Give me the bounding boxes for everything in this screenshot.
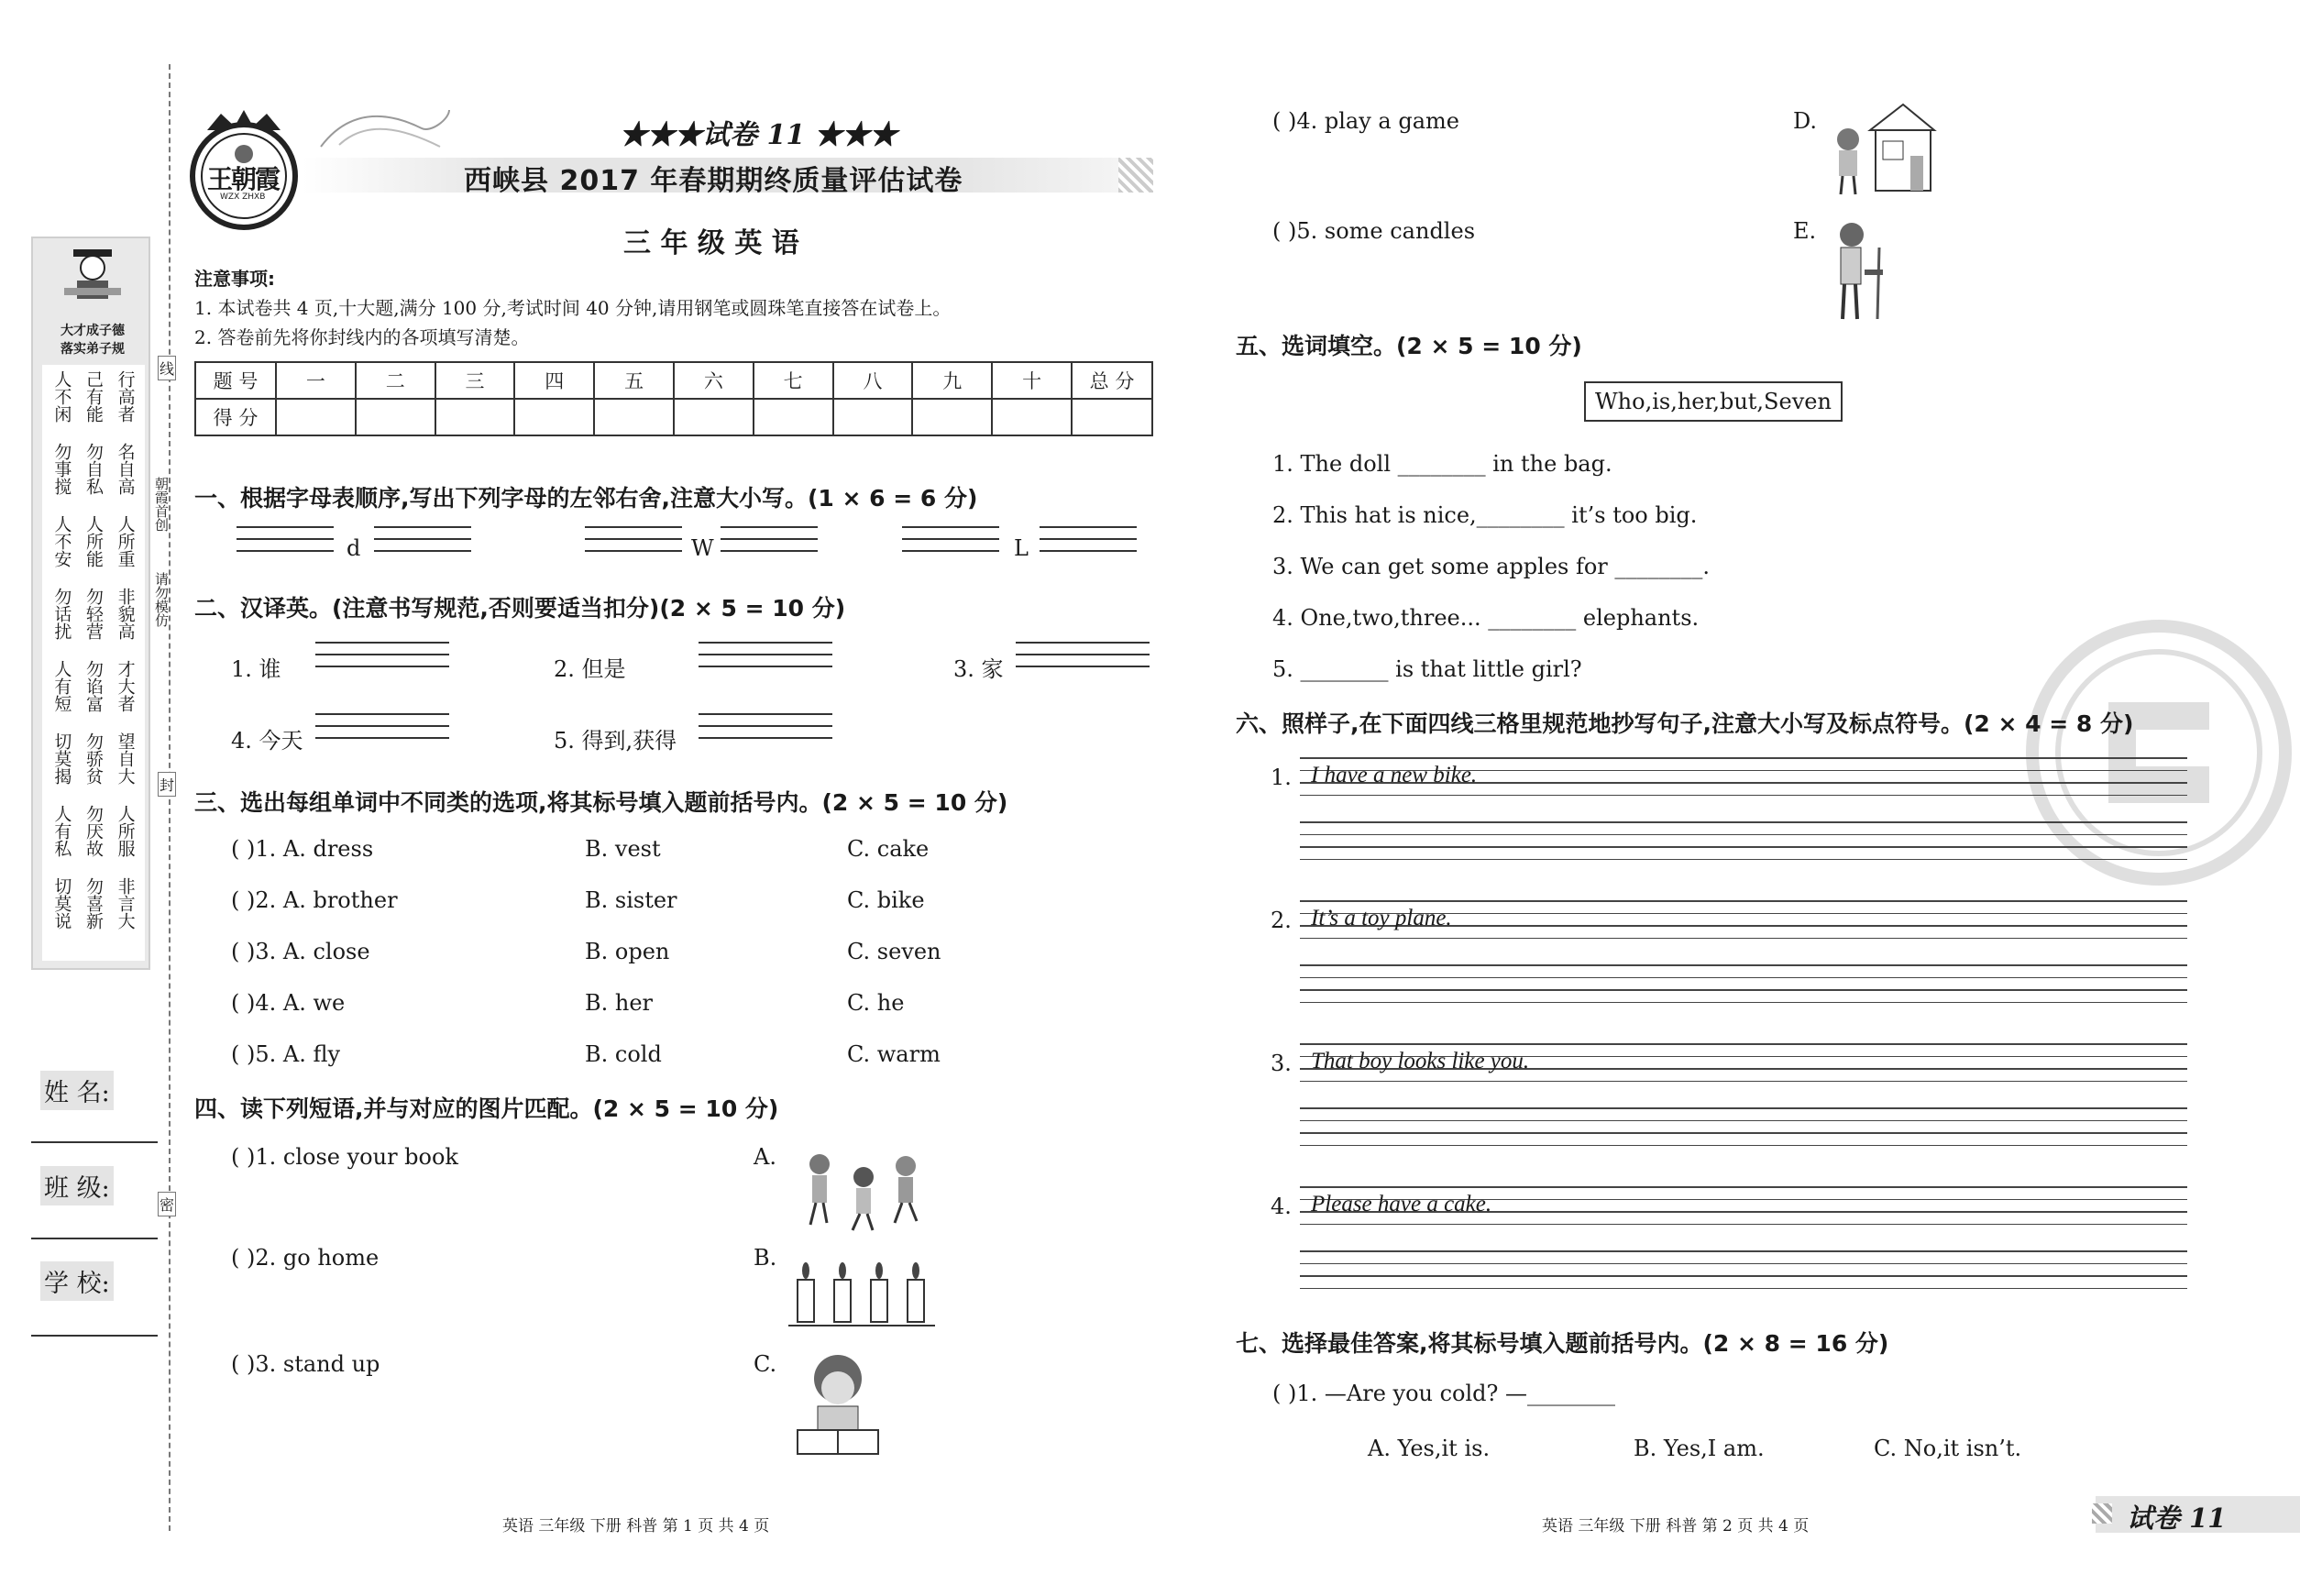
score-header-cell: 四 — [514, 362, 594, 399]
score-header-cell: 三 — [435, 362, 515, 399]
footer-right: 英语 三年级 下册 科普 第 2 页 共 4 页 — [1542, 1517, 1810, 1535]
score-cell[interactable] — [356, 399, 435, 435]
s3-row-5-a[interactable]: ( )5. A. fly — [231, 1041, 341, 1067]
s3-row-1-c: C. cake — [847, 836, 930, 862]
score-cell[interactable] — [833, 399, 913, 435]
s1-letter-d: d — [347, 535, 361, 561]
ribbon-decoration — [312, 101, 458, 160]
score-header-cell: 八 — [833, 362, 913, 399]
motto-col: 勿自私 — [83, 443, 104, 495]
s6-num-2: 2. — [1271, 908, 1292, 933]
s2-item3-lines[interactable] — [1016, 642, 1150, 677]
motto-col: 非貌高 — [115, 588, 136, 640]
footer-left: 英语 三年级 下册 科普 第 1 页 共 4 页 — [502, 1517, 770, 1535]
score-cell[interactable] — [435, 399, 515, 435]
score-header-cell: 六 — [674, 362, 754, 399]
s3-row-1-b: B. vest — [585, 836, 661, 862]
s6-sample-2: It’s a toy plane. — [1311, 906, 1452, 930]
s5-item-5[interactable]: 5. ________ is that little girl? — [1272, 656, 1582, 682]
motto-col: 人所重 — [115, 515, 136, 567]
section4-title: 四、读下列短语,并与对应的图片匹配。(2 × 5 = 10 分) — [194, 1095, 779, 1122]
s2-item2-lines[interactable] — [699, 642, 832, 677]
score-header-cell: 七 — [754, 362, 833, 399]
vertical-note-1: 朝霞首创 — [153, 477, 170, 532]
s3-row-2-b: B. sister — [585, 887, 677, 913]
s3-row-4-a[interactable]: ( )4. A. we — [231, 990, 346, 1016]
s1-right-lines-l[interactable] — [1040, 526, 1137, 562]
seal-char-3: 密 — [158, 1192, 176, 1216]
s2-item-5: 5. 得到,获得 — [554, 728, 677, 754]
s4-item-4[interactable]: ( )4. play a game — [1272, 108, 1459, 134]
s1-left-lines-w[interactable] — [585, 526, 682, 562]
score-header-cell: 总 分 — [1072, 362, 1152, 399]
s6-sample-1: I have a new bike. — [1311, 763, 1478, 787]
s1-letter-w: W — [691, 535, 714, 561]
notes-item-2: 2. 答卷前先将你封线内的各项填写清楚。 — [194, 326, 530, 348]
s4-item-1[interactable]: ( )1. close your book — [231, 1144, 458, 1170]
s3-row-2-c: C. bike — [847, 887, 925, 913]
score-table — [194, 361, 1153, 436]
s6-lines-4b[interactable] — [1300, 1250, 2187, 1300]
s3-row-5-c: C. warm — [847, 1041, 941, 1067]
s4-pic-label-e: E. — [1793, 218, 1817, 244]
paper-number: ★★★试卷 11 ★★★ — [620, 119, 897, 151]
score-row-label: 得 分 — [195, 399, 276, 435]
motto-col: 切莫揭 — [51, 732, 72, 785]
motto-col: 才大者 — [115, 660, 136, 712]
s3-row-4-c: C. he — [847, 990, 905, 1016]
s3-row-3-a[interactable]: ( )3. A. close — [231, 939, 370, 964]
motto-panel — [31, 237, 150, 970]
boy-standing-up-picture-icon — [1824, 220, 1888, 329]
score-header-cell: 五 — [594, 362, 674, 399]
motto-line2: 落实弟子规 — [61, 342, 125, 357]
section7-title: 七、选择最佳答案,将其标号填入题前括号内。(2 × 8 = 16 分) — [1236, 1330, 1889, 1357]
motto-line1: 大才成子德 — [61, 324, 125, 338]
s6-lines-1b[interactable] — [1300, 821, 2187, 871]
s4-pic-label-c: C. — [754, 1351, 777, 1377]
footer-paper-tab-pattern — [2092, 1503, 2112, 1524]
s2-item-1: 1. 谁 — [231, 656, 281, 682]
s1-letter-l: L — [1014, 535, 1029, 561]
score-cell[interactable] — [674, 399, 754, 435]
motto-col: 人不安 — [51, 515, 72, 567]
s1-left-lines-l[interactable] — [902, 526, 999, 562]
s6-lines-2b[interactable] — [1300, 964, 2187, 1014]
s6-lines-3b[interactable] — [1300, 1107, 2187, 1157]
footer-paper-number: 试卷 11 — [2127, 1502, 2227, 1534]
motto-col: 勿厌故 — [83, 805, 104, 857]
s5-item-1[interactable]: 1. The doll ________ in the bag. — [1272, 451, 1612, 477]
s2-item-4: 4. 今天 — [231, 728, 303, 754]
seal-char-1: 线 — [158, 356, 176, 380]
motto-col: 勿话扰 — [51, 588, 72, 640]
title-band-pattern — [1118, 158, 1153, 193]
exam-subject: 三 年 级 英 语 — [623, 227, 799, 259]
s6-sample-3: That boy looks like you. — [1311, 1049, 1530, 1073]
s1-right-lines-w[interactable] — [721, 526, 818, 562]
s5-item-4[interactable]: 4. One,two,three... ________ elephants. — [1272, 605, 1700, 631]
binding-sidebar — [0, 0, 174, 1596]
s2-item4-lines[interactable] — [315, 713, 449, 749]
notes-item-1: 1. 本试卷共 4 页,十大题,满分 100 分,考试时间 40 分钟,请用钢笔或圆珠笔直接答在试卷上。 — [194, 297, 952, 319]
score-cell[interactable] — [992, 399, 1072, 435]
student-name-field[interactable] — [31, 1141, 158, 1143]
motto-columns — [42, 365, 145, 961]
score-header-cell: 九 — [912, 362, 992, 399]
class-label: 班 级: — [40, 1166, 114, 1205]
motto-col: 望自大 — [115, 732, 136, 785]
score-cell[interactable] — [1072, 399, 1152, 435]
vertical-note-2: 请勿模仿 — [153, 572, 170, 627]
s3-row-4-b: B. her — [585, 990, 654, 1016]
brand-logo-sub: WZX ZHXB — [220, 193, 266, 202]
s2-item1-lines[interactable] — [315, 642, 449, 677]
boy-closing-book-picture-icon — [790, 1351, 886, 1465]
s2-item-3: 3. 家 — [953, 656, 1004, 682]
s6-num-1: 1. — [1271, 765, 1292, 790]
motto-col: 人所服 — [115, 805, 136, 857]
score-cell[interactable] — [912, 399, 992, 435]
motto-col: 人不闲 — [51, 370, 72, 423]
section2-title: 二、汉译英。(注意书写规范,否则要适当扣分)(2 × 5 = 10 分) — [194, 595, 846, 622]
brand-logo-text: 王朝霞 — [207, 164, 280, 194]
s7-q1-option-c: C. No,it isn’t. — [1874, 1436, 2022, 1461]
s3-row-3-b: B. open — [585, 939, 670, 964]
student-name-label: 姓 名: — [40, 1071, 114, 1110]
exam-title: 西峡县 2017 年春期期终质量评估试卷 — [464, 165, 963, 197]
motto-col: 名自高 — [115, 443, 136, 495]
motto-col: 人所能 — [83, 515, 104, 567]
section5-title: 五、选词填空。(2 × 5 = 10 分) — [1236, 333, 1582, 359]
s5-item-2[interactable]: 2. This hat is nice,________ it’s too big. — [1272, 502, 1698, 528]
boy-going-home-picture-icon — [1828, 99, 1938, 204]
motto-col: 切莫说 — [51, 877, 72, 930]
s5-word-box: Who,is,her,but,Seven — [1584, 381, 1843, 422]
kids-playing-picture-icon — [799, 1150, 928, 1236]
motto-col: 非言大 — [115, 877, 136, 930]
s2-item5-lines[interactable] — [699, 713, 832, 749]
motto-col: 勿喜新 — [83, 877, 104, 930]
motto-col: 人有私 — [51, 805, 72, 857]
section6-title: 六、照样子,在下面四线三格里规范地抄写句子,注意大小写及标点符号。(2 × 4 = 8 分) — [1236, 710, 2134, 737]
score-header-cell: 一 — [276, 362, 356, 399]
scholar-cartoon-icon — [61, 246, 125, 308]
binding-line — [169, 64, 171, 1531]
score-cell[interactable] — [276, 399, 356, 435]
candles-picture-icon — [788, 1258, 935, 1335]
s4-item-2[interactable]: ( )2. go home — [231, 1245, 380, 1271]
score-header-cell: 题 号 — [195, 362, 276, 399]
score-cell[interactable] — [754, 399, 833, 435]
score-cell[interactable] — [594, 399, 674, 435]
motto-col: 勿事搅 — [51, 443, 72, 495]
motto-col: 勿轻营 — [83, 588, 104, 640]
s4-pic-label-d: D. — [1793, 108, 1818, 134]
s4-item-3[interactable]: ( )3. stand up — [231, 1351, 380, 1377]
s6-num-3: 3. — [1271, 1051, 1292, 1076]
school-label: 学 校: — [40, 1261, 114, 1301]
motto-col: 勿谄富 — [83, 660, 104, 712]
s6-sample-4: Please have a cake. — [1311, 1192, 1492, 1216]
s4-pic-label-b: B. — [754, 1245, 777, 1271]
score-cell[interactable] — [514, 399, 594, 435]
s2-item-2: 2. 但是 — [554, 656, 626, 682]
s1-right-lines-d[interactable] — [374, 526, 471, 562]
s3-row-3-c: C. seven — [847, 939, 941, 964]
s3-row-1-a[interactable]: ( )1. A. dress — [231, 836, 374, 862]
s7-q1-option-a: A. Yes,it is. — [1368, 1436, 1491, 1461]
s5-item-3[interactable]: 3. We can get some apples for ________. — [1272, 554, 1711, 579]
score-header-cell: 十 — [992, 362, 1072, 399]
motto-col: 人有短 — [51, 660, 72, 712]
score-table-header-row — [195, 362, 1152, 399]
school-field[interactable] — [31, 1335, 158, 1337]
s3-row-2-a[interactable]: ( )2. A. brother — [231, 887, 398, 913]
score-table-score-row — [195, 399, 1152, 435]
motto-col: 己有能 — [83, 370, 104, 423]
s6-num-4: 4. — [1271, 1194, 1292, 1219]
motto-col: 行高者 — [115, 370, 136, 423]
notes-heading: 注意事项: — [194, 268, 275, 290]
s7-question-1[interactable]: ( )1. —Are you cold? —________ — [1272, 1381, 1616, 1406]
score-header-cell: 二 — [356, 362, 435, 399]
s4-pic-label-a: A. — [754, 1144, 776, 1170]
seal-char-2: 封 — [158, 772, 176, 797]
s1-left-lines-d[interactable] — [237, 526, 334, 562]
s4-item-5[interactable]: ( )5. some candles — [1272, 218, 1476, 244]
section1-title: 一、根据字母表顺序,写出下列字母的左邻右舍,注意大小写。(1 × 6 = 6 分) — [194, 485, 978, 512]
s7-q1-option-b: B. Yes,I am. — [1634, 1436, 1765, 1461]
motto-col: 勿骄贫 — [83, 732, 104, 785]
motto-grid — [46, 370, 141, 930]
section3-title: 三、选出每组单词中不同类的选项,将其标号填入题前括号内。(2 × 5 = 10 分) — [194, 789, 1008, 816]
s3-row-5-b: B. cold — [585, 1041, 662, 1067]
class-field[interactable] — [31, 1238, 158, 1239]
